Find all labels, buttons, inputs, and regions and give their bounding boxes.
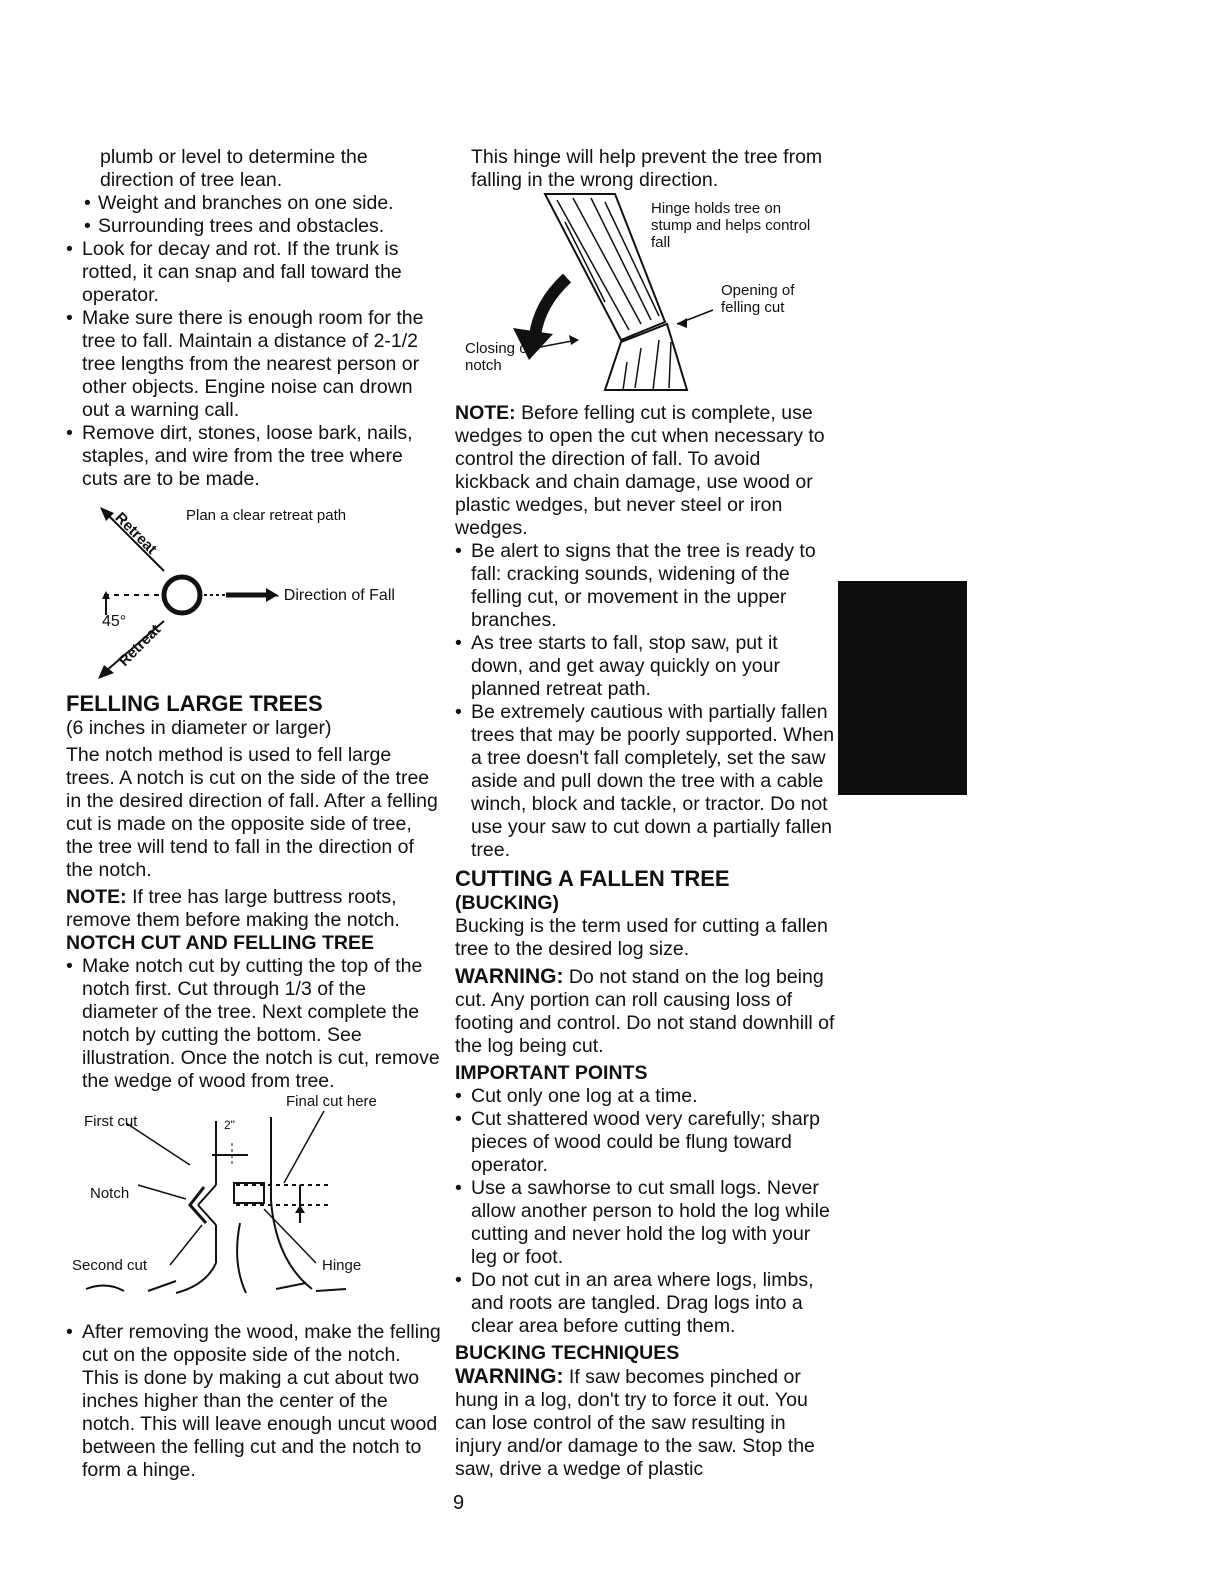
first-cut-label: First cut <box>84 1113 138 1130</box>
important-points-heading: IMPORTANT POINTS <box>455 1062 648 1084</box>
notch-label: Notch <box>90 1185 130 1202</box>
height-arrowhead <box>295 1205 305 1213</box>
sub-bullet-weight: • Weight and branches on one side. <box>66 192 442 215</box>
bullet-be-alert: • Be alert to signs that the tree is ready to fall: cracking sounds, widening of the felling cut, or movement in the upper branches. <box>455 540 835 632</box>
warning2-text: If saw becomes pinched or hung in a log, don't try to force it out. You can lose control of the saw resulting in injury and/or damage to the saw. Stop the saw, drive a wedge of plastic <box>455 1366 815 1480</box>
bucking-subheading: (BUCKING) <box>455 892 559 914</box>
direction-of-fall-label: - Direction of Fall <box>274 587 395 604</box>
left-column <box>66 146 442 1482</box>
section-tab-marker <box>838 581 967 795</box>
left-note <box>66 886 442 932</box>
bullet-after-removing: • After removing the wood, make the felling cut on the opposite side of the notch. This is done by making a cut about two inches higher than the center of the notch. This will leave enough uncut wood between the felling cut and the notch to form a hinge. <box>66 1321 442 1482</box>
warning-standing <box>455 965 835 1058</box>
right-note-text: Before felling cut is complete, use wedges to open the cut when necessary to control the direction of fall. To avoid kickback and chain damage, use wood or plastic wedges, but never steel or iron wedges. <box>455 402 825 539</box>
falling-trunk <box>545 194 665 340</box>
right-note <box>455 402 835 540</box>
bullet-tree-starts-fall: • As tree starts to fall, stop saw, put it down, and get away quickly on your planned retreat path. <box>455 632 835 701</box>
second-cut-leader <box>170 1225 202 1265</box>
second-cut-label: Second cut <box>72 1257 148 1274</box>
tree-circle <box>164 577 200 613</box>
cutting-fallen-tree-heading: CUTTING A FALLEN TREE <box>455 866 730 891</box>
left-note-text: If tree has large buttress roots, remove them before making the notch. <box>66 886 400 931</box>
felling-paragraph: The notch method is used to fell large trees. A notch is cut on the side of the tree in the desired direction of fall. After a felling cut is made on the opposite side of tree, the tree will tend to fall in the direction of the notch. <box>66 744 438 881</box>
warning2-label: WARNING: <box>455 1365 564 1388</box>
closing-label: Closing of notch <box>465 340 532 374</box>
bullet-one-log: • Cut only one log at a time. <box>455 1085 835 1108</box>
felling-large-trees-heading: FELLING LARGE TREES <box>66 691 323 716</box>
intro-continued: plumb or level to determine the direction of tree lean. <box>100 146 368 191</box>
warning-text: Do not stand on the log being cut. Any portion can roll causing loss of footing and control. Do not stand downhill of the log being cut. <box>455 966 835 1057</box>
hinge-intro: This hinge will help prevent the tree from falling in the wrong direction. <box>471 146 823 191</box>
bucking-techniques-heading: BUCKING TECHNIQUES <box>455 1342 680 1364</box>
notch-upper-edge <box>198 1185 216 1205</box>
angle-label: 45° <box>102 613 127 630</box>
two-inch-label: 2" <box>224 1118 235 1132</box>
page-number: 9 <box>453 1492 465 1514</box>
bucking-paragraph: Bucking is the term used for cutting a fallen tree to the desired log size. <box>455 915 828 960</box>
left-note-label: NOTE: <box>66 886 127 908</box>
bullet-notch-cut: • Make notch cut by cutting the top of the notch first. Cut through 1/3 of the diameter of the tree. Next complete the notch by cutting the bottom. See illustration. Once the notch is cut, remove the wedge of wood from tree. <box>66 955 442 1093</box>
felling-subheading: (6 inches in diameter or larger) <box>66 717 332 739</box>
plan-retreat-label: Plan a clear retreat path <box>186 507 347 524</box>
sub-bullet-surrounding: • Surrounding trees and obstacles. <box>66 215 442 238</box>
bullet-shattered-wood: • Cut shattered wood very carefully; sharp pieces of wood could be flung toward operator. <box>455 1108 835 1177</box>
bullet-room: • Make sure there is enough room for the tree to fall. Maintain a distance of 2-1/2 tree lengths from the nearest person or other objects. Engine noise can drown out a warning call. <box>66 307 442 422</box>
bullet-tangled: • Do not cut in an area where logs, limbs, and roots are tangled. Drag logs into a clear area before cutting them. <box>455 1269 835 1338</box>
right-note-label: NOTE: <box>455 402 516 424</box>
final-cut-label: Final cut here <box>286 1093 377 1110</box>
notch-cut-heading: NOTCH CUT AND FELLING TREE <box>66 932 375 954</box>
retreat-word-lower: Retreat <box>115 621 165 670</box>
hinge-figure <box>455 192 835 402</box>
notch-figure <box>66 1093 442 1321</box>
hinge-leader <box>264 1209 316 1263</box>
bullet-sawhorse: • Use a sawhorse to cut small logs. Never allow another person to hold the log while cutting and never hold the log with your leg or foot. <box>455 1177 835 1269</box>
warning-label: WARNING: <box>455 965 564 988</box>
right-column <box>455 146 835 1481</box>
warning-pinched <box>455 1365 835 1481</box>
opening-label: Opening of felling cut <box>721 282 795 316</box>
retreat-word-upper: Retreat <box>111 509 161 558</box>
bullet-decay: • Look for decay and rot. If the trunk is rotted, it can snap and fall toward the operator. <box>66 238 442 307</box>
root-right <box>271 1201 312 1289</box>
fall-arrow-curve <box>535 278 567 336</box>
notch-leader <box>138 1185 186 1199</box>
final-cut-leader <box>284 1111 324 1183</box>
root-left <box>176 1263 216 1293</box>
root-middle <box>237 1223 246 1293</box>
bullet-partially-fallen: • Be extremely cautious with partially fallen trees that may be poorly supported. When a tree doesn't fall completely, set the saw aside and pull down the tree with a cable winch, block and tackle, or tractor. Do not use your saw to cut down a partially fallen tree. <box>455 701 835 862</box>
retreat-path-figure <box>66 491 442 691</box>
bullet-remove-dirt: • Remove dirt, stones, loose bark, nails, staples, and wire from the tree where cuts are to be made. <box>66 422 442 491</box>
closing-arrowhead <box>569 335 579 345</box>
hinge-label: Hinge <box>322 1257 362 1274</box>
hinge-holds-label: Hinge holds tree on stump and helps control fall <box>651 200 811 251</box>
